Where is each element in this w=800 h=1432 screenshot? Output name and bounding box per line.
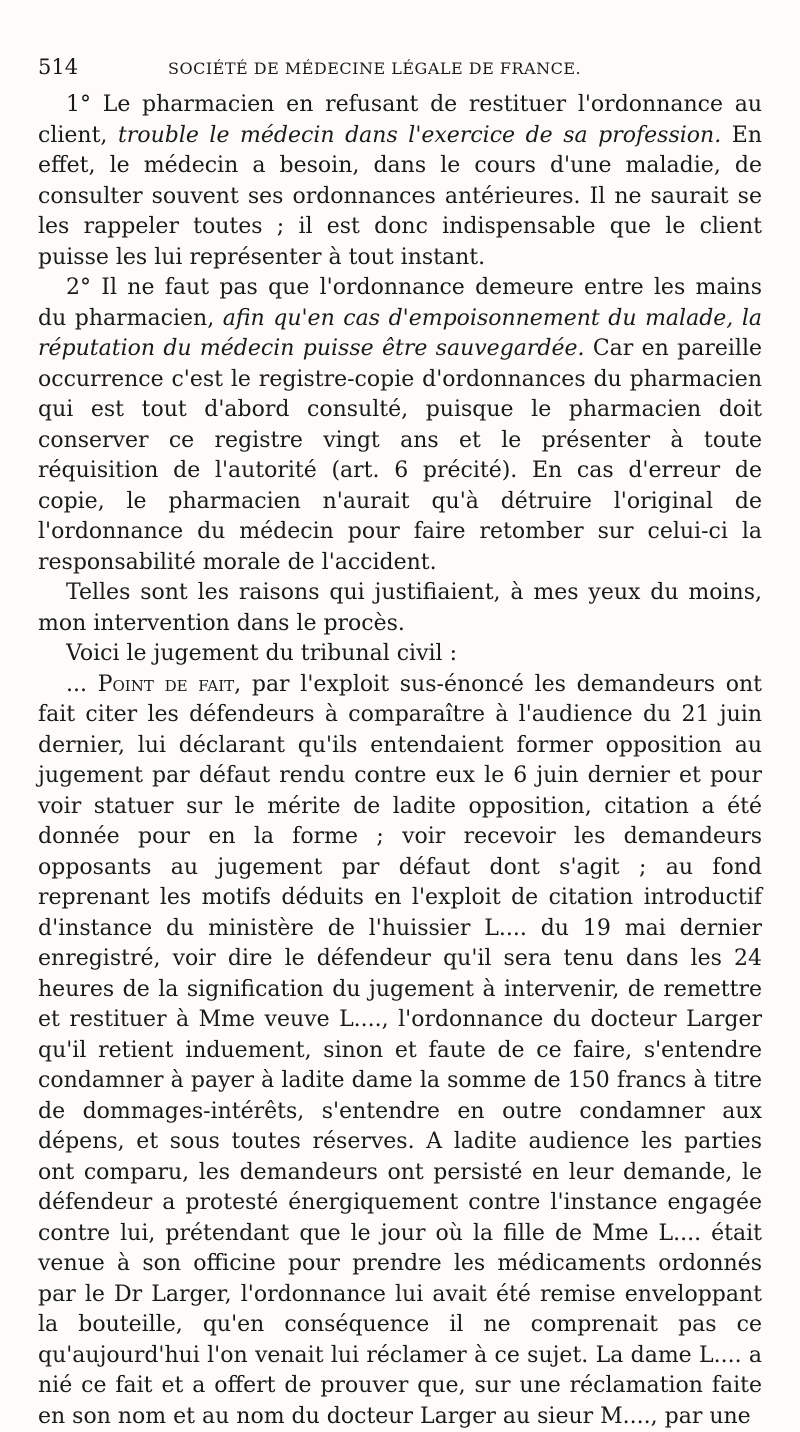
paragraph-5: ... Point de fait, par l'exploit sus-énoncé les demandeurs ont fait citer les défendeurs à comparaître à l'audience du 21 juin dernier, lui déclarant qu'ils entendaient former opposition au jugement par défaut rendu contre eux le 6 juin dernier et pour voir statuer sur le mérite de ladite opposition, citation a été donnée pour en la forme ; voir recevoir les demandeurs opposants au jugement par défaut dont s'agit ; au fond reprenant les motifs déduits en l'exploit de citation introductif d'instance du ministère de l'huissier L.... du 19 mai dernier enregistré, voir dire le défendeur qu'il sera tenu dans les 24 heures de la signification du jugement à intervenir, de remettre et restituer à Mme veuve L...., l'ordonnance du docteur Larger qu'il retient induement, sinon et faute de ce faire, s'entendre condamner à payer à ladite dame la somme de 150 francs à titre de dommages-intérêts, s'entendre en outre condamner aux dépens, et sous toutes réserves. A ladite audience les parties ont comparu, les demandeurs ont persisté en leur demande, le défendeur a protesté énergiquement contre l'instance engagée contre lui, prétendant que le jour où la fille de Mme L.... était venue à son officine pour prendre les médicaments ordonnés par le Dr Larger, l'ordonnance lui avait été remise enveloppant la bouteille, qu'en conséquence il ne comprenait pas ce qu'aujourd'hui l'on venait lui réclamer à ce sujet. La dame L.... a nié ce fait et a offert de prouver que, sur une réclamation faite en son nom et au nom du docteur Larger au sieur M...., par une — [38, 670, 762, 1432]
paragraph-4: Voici le jugement du tribunal civil : — [38, 639, 762, 670]
paragraph-2: 2° Il ne faut pas que l'ordonnance demeure entre les mains du pharmacien, afin qu'en cas d'empoisonnement du malade, la réputation du médecin puisse être sauvegardée. Car en pareille occurrence c'est le registre-copie d'ordonnances du pharmacien qui est tout d'abord consulté, puisque le pharmacien doit conserver ce registre vingt ans et le présenter à toute réquisition de l'autorité (art. 6 précité). En cas d'erreur de copie, le pharmacien n'aurait qu'à détruire l'original de l'ordonnance du médecin pour faire retomber sur celui-ci la responsabilité morale de l'accident. — [38, 273, 762, 578]
section-label: Point de fait, — [98, 672, 241, 697]
body-text — [38, 90, 762, 1432]
emphasis-text: trouble le médecin dans l'exercice de sa profession. — [118, 123, 721, 148]
paragraph-3: Telles sont les raisons qui justifiaient, à mes yeux du moins, mon intervention dans le procès. — [38, 578, 762, 639]
paragraph-1: 1° Le pharmacien en refusant de restituer l'ordonnance au client, trouble le médecin dans l'exercice de sa profession. En effet, le médecin a besoin, dans le cours d'une maladie, de consulter souvent ses ordonnances antérieures. Il ne saurait se les rappeler toutes ; il est donc indispensable que le client puisse les lui représenter à tout instant. — [38, 90, 762, 273]
running-head — [38, 52, 762, 84]
page-number: 514 — [38, 52, 168, 82]
journal-title: SOCIÉTÉ DE MÉDECINE LÉGALE DE FRANCE. — [168, 54, 581, 84]
emphasis-text: afin qu'en cas d'empoisonnement du malade, la réputation du médecin puisse être sauvegardée. — [38, 306, 762, 362]
